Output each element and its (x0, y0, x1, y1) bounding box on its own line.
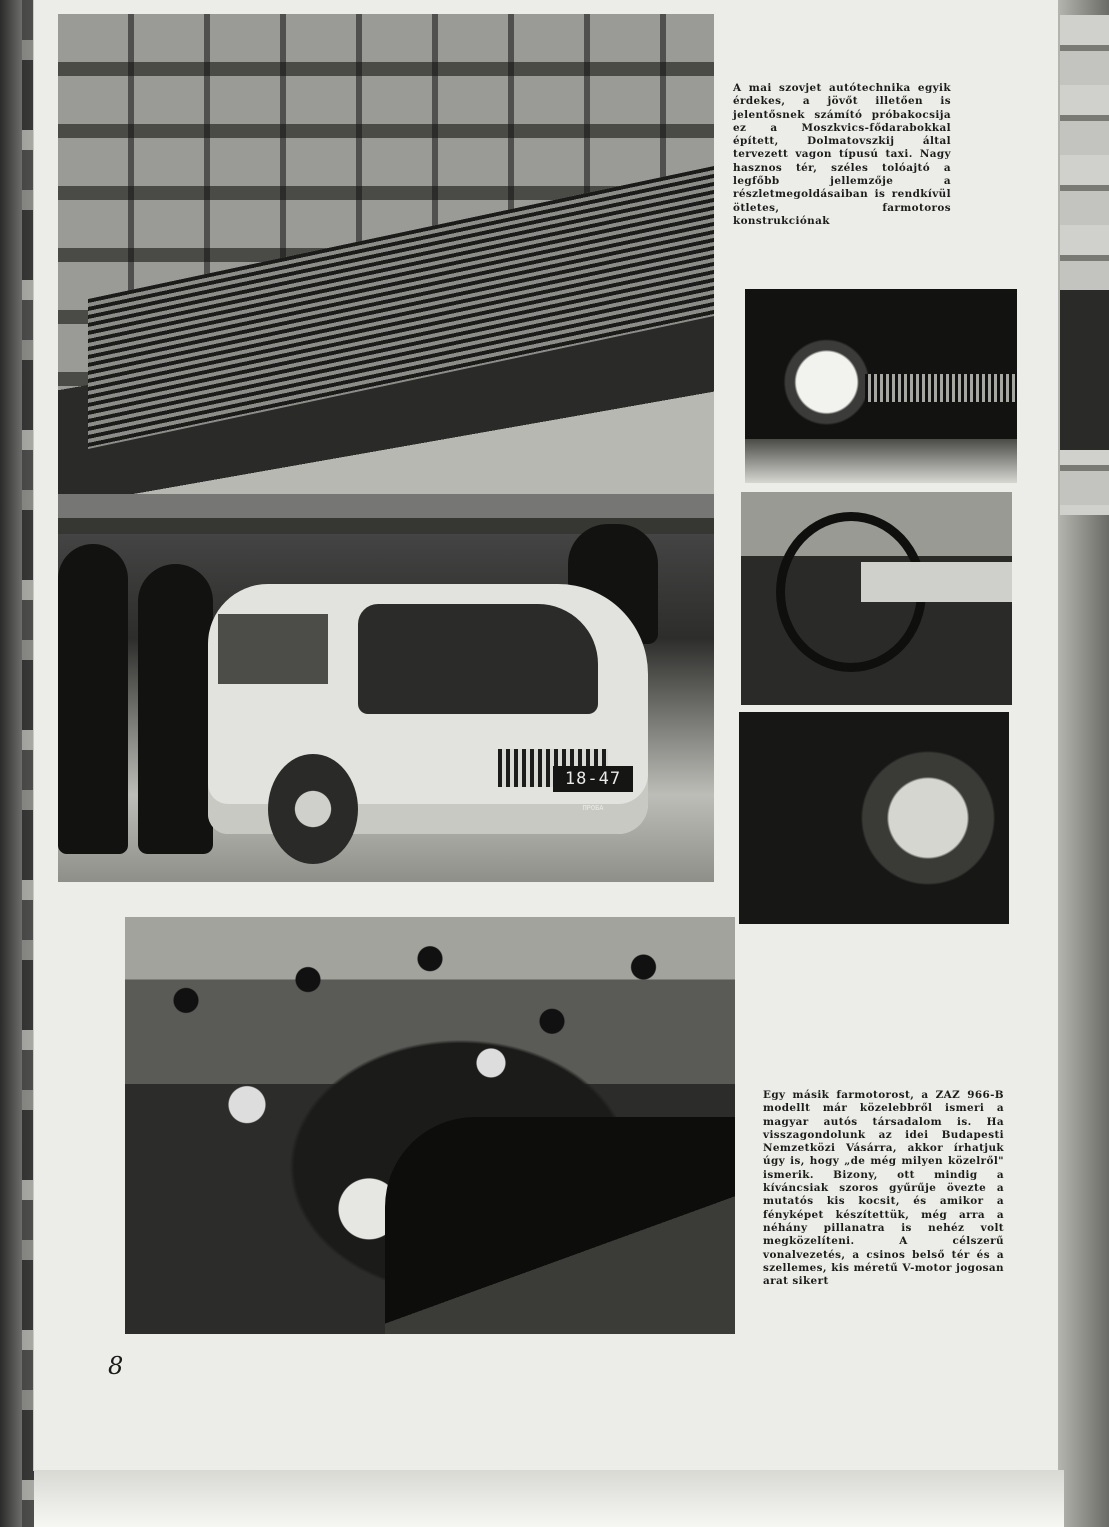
caption-taxi: A mai szovjet autótechnika egyik érdekes, a jövőt illetően is jelentősnek számító próbakocsija ez a Moszkvics-fődarabokkal épített, Dolmatovszkij által tervezett vagon típusú taxi. Nagy hasznos tér, széles tolóajtó a legfőbb jellemzője a részletmegoldásaiban is rendkívül ötletes, farmotoros konstrukciónak (733, 82, 951, 227)
headlight-detail-photo (745, 289, 1017, 483)
page-bottom-fold (34, 1470, 1064, 1527)
caption-zaz: Egy másik farmotorost, a ZAZ 966-B modellt már közelebbről ismeri a magyar autós társadalom is. Ha visszagondolunk az idei Budapesti Nemzetközi Vásárra, akkor írhatjuk úgy is, hogy „de még milyen közelről" ismerik. Bizony, ott mindig a kíváncsiak szoros gyűrűje övezte a mutatós kis kocsit, és amikor a fényképet készítettük, még arra a néhány pillanatra is nehéz volt megközelíteni. A célszerű vonalvezetés, a csinos belső tér és a szellemes, kis méretű V-motor jogosan arat sikert (763, 1089, 1004, 1288)
zaz-car-roof (385, 1117, 735, 1334)
taxi-windshield (358, 604, 598, 714)
interior-detail-photo (741, 492, 1012, 705)
person-figure (58, 544, 128, 854)
taxi-side-door-window (218, 614, 328, 684)
front-grille (865, 374, 1017, 402)
fair-crowd-photo (125, 917, 735, 1334)
engine-detail-photo (739, 712, 1009, 924)
taxi-prototype-photo (58, 14, 714, 882)
license-plate (553, 766, 633, 812)
license-plate-suffix: ПРОБА (582, 804, 604, 812)
page-number: 8 (108, 1352, 124, 1380)
next-page-car-fragment (1060, 290, 1109, 450)
person-figure (138, 564, 213, 854)
bumper (745, 439, 1017, 483)
taxi-wheel (268, 754, 358, 864)
license-plate-number: 18-47 (564, 769, 622, 789)
dashboard (861, 562, 1012, 602)
